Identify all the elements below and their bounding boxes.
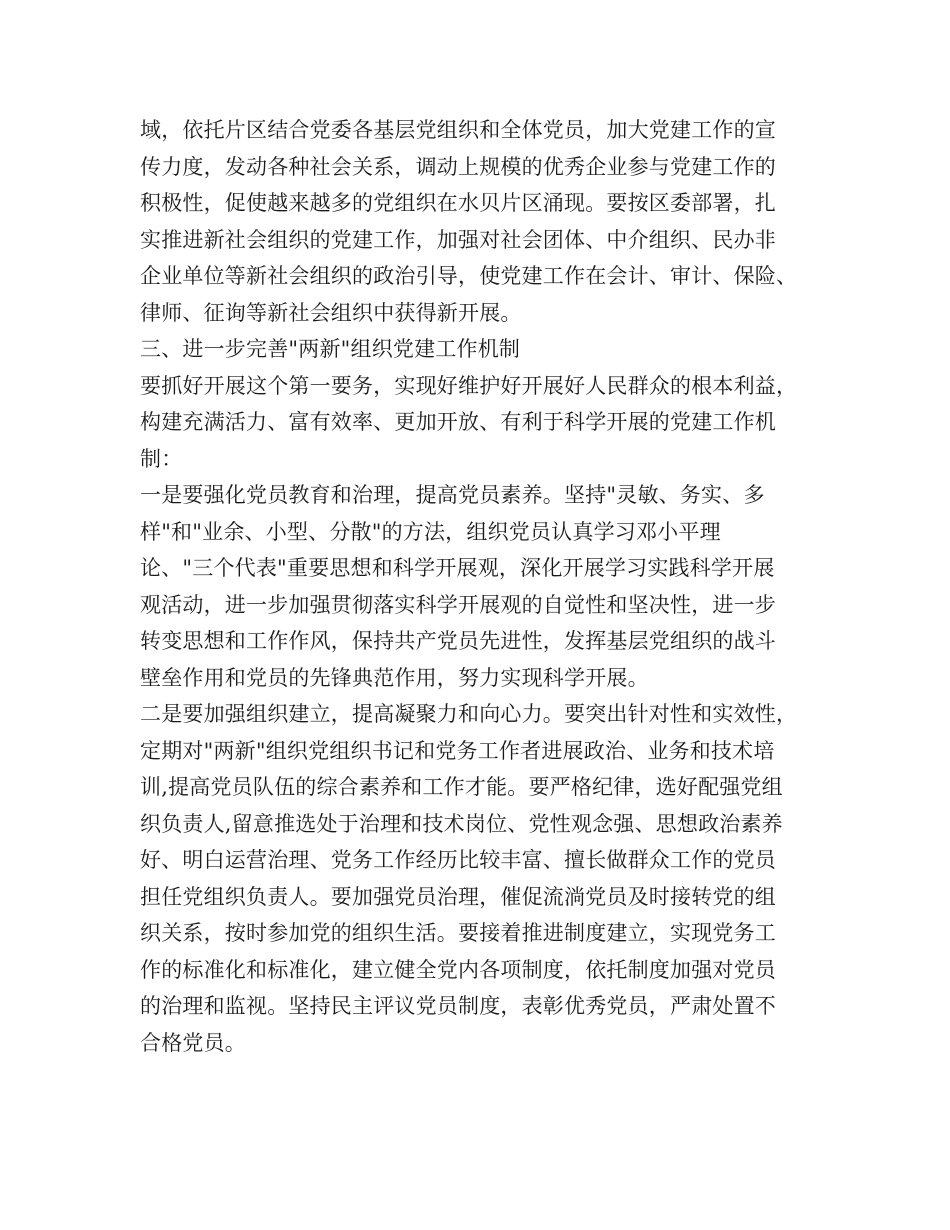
text-line-25: 的治理和监视。坚持民主评议党员制度，表彰优秀党员，严肃处置不 (140, 994, 776, 1018)
text-line-23: 织关系，按时参加党的组织生活。要接着推进制度建立，实现党务工 (140, 921, 776, 945)
text-line-1: 域，依托片区结合党委各基层党组织和全体党员，加大党建工作的宣 (140, 118, 776, 142)
text-line-17: 二是要加强组织建立，提高凝聚力和向心力。要突出针对性和实效性， (140, 702, 798, 726)
text-line-11: 一是要强化党员教育和治理，提高党员素养。坚持"灵敏、务实、多 (140, 483, 765, 507)
text-line-8: 要抓好开展这个第一要务，实现好维护好开展好人民群众的根本利益， (140, 373, 798, 398)
text-line-2: 传力度，发动各种社会关系，调动上规模的优秀企业参与党建工作的 (140, 154, 776, 179)
text-line-6: 律师、征询等新社会组织中获得新开展。 (140, 300, 522, 325)
text-line-20: 织负责人,留意推选处于治理和技术岗位、党性观念强、思想政治素养 (140, 811, 783, 836)
text-line-26: 合格党员。 (140, 1030, 246, 1055)
text-line-13: 论、"三个代表"重要思想和科学开展观，深化开展学习实践科学开展 (140, 556, 775, 580)
text-line-18: 定期对"两新"组织党组织书记和党务工作者进展政治、业务和技术培 (140, 738, 775, 763)
text-line-14: 观活动，进一步加强贯彻落实科学开展观的自觉性和坚决性，进一步 (140, 592, 776, 617)
text-line-10: 制： (140, 446, 183, 471)
text-line-4: 实推进新社会组织的党建工作，加强对社会团体、中介组织、民办非 (140, 227, 776, 252)
document-body (140, 112, 840, 1061)
text-line-24: 作的标准化和标准化，建立健全党内各项制度，依托制度加强对党员 (140, 957, 776, 982)
text-line-22: 担任党组织负责人。要加强党员治理，催促流淌党员及时接转党的组 (140, 884, 776, 909)
text-line-15: 转变思想和工作作风，保持共产党员先进性，发挥基层党组织的战斗 (140, 629, 776, 653)
text-line-9: 构建充满活力、富有效率、更加开放、有利于科学开展的党建工作机 (140, 410, 776, 434)
text-line-5: 企业单位等新社会组织的政治引导，使党建工作在会计、审计、保险、 (140, 264, 798, 288)
section-heading: 三、进一步完善"两新"组织党建工作机制 (140, 337, 521, 361)
text-line-16: 壁垒作用和党员的先锋典范作用，努力实现科学开展。 (140, 665, 649, 690)
text-line-21: 好、明白运营治理、党务工作经历比较丰富、擅长做群众工作的党员 (140, 848, 776, 872)
text-line-12: 样"和"业余、小型、分散"的方法，组织党员认真学习邓小平理 (140, 519, 721, 544)
text-line-19: 训,提高党员队伍的综合素养和工作才能。要严格纪律，选好配强党组 (140, 775, 783, 799)
text-line-3: 积极性，促使越来越多的党组织在水贝片区涌现。要按区委部署，扎 (140, 191, 776, 215)
